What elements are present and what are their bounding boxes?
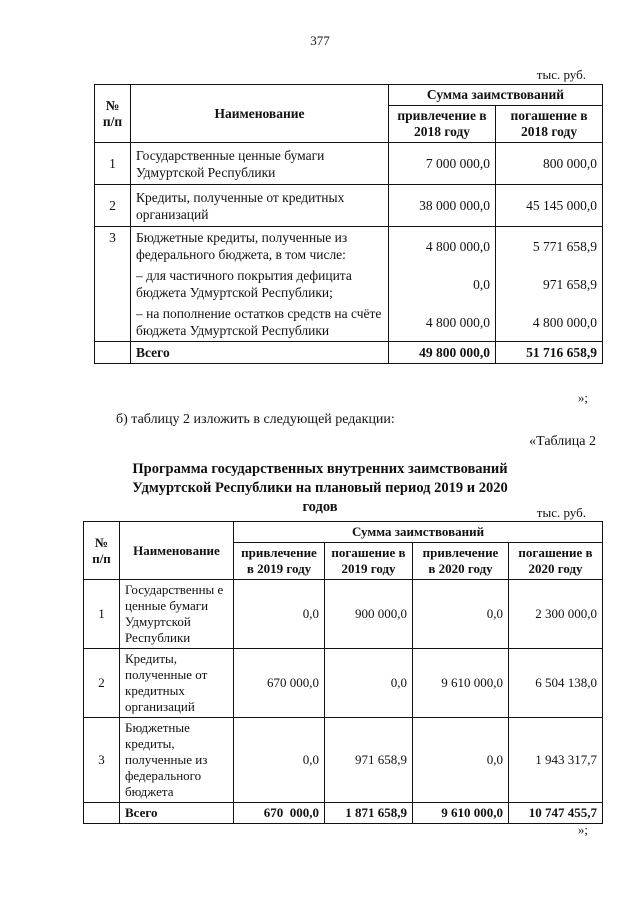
table-row [95, 265, 603, 303]
row-borrow-2019: 670 000,0 [234, 649, 325, 718]
total-label: Всего [120, 803, 234, 824]
table2-unit: тыс. руб. [536, 505, 586, 520]
table-row [84, 649, 603, 718]
table2 [83, 521, 603, 824]
row-name: Кредиты, полученные от кредитных организаций [120, 649, 234, 718]
table-row [84, 580, 603, 649]
table2-reference: «Таблица 2 [529, 434, 596, 449]
table1-header-borrow: привлечение в 2018 году [389, 106, 496, 143]
table2-header-repay-2020: погашение в 2020 году [509, 543, 603, 580]
table2-header-sum: Сумма заимствований [234, 522, 603, 543]
row-num: 2 [84, 649, 120, 718]
total-num [84, 803, 120, 824]
row-repay-2019: 971 658,9 [325, 718, 413, 803]
table1-closing-quote: »; [577, 390, 588, 405]
table-row [95, 303, 603, 342]
row-repay-2020: 2 300 000,0 [509, 580, 603, 649]
row-borrow-2020: 0,0 [413, 718, 509, 803]
row-repay-2019: 900 000,0 [325, 580, 413, 649]
row-borrow-2020: 0,0 [413, 580, 509, 649]
total-borrow-2019: 670 000,0 [234, 803, 325, 824]
row-borrow-2020: 9 610 000,0 [413, 649, 509, 718]
row-name: Государственные ценные бумаги Удмуртской Республики [131, 143, 389, 185]
row-repay: 800 000,0 [496, 143, 603, 185]
table-row [84, 718, 603, 803]
total-num [95, 342, 131, 364]
table1 [94, 84, 603, 364]
row-repay-2019: 0,0 [325, 649, 413, 718]
row-name: – для частичного покрытия дефицита бюджета Удмуртской Республики; [131, 265, 389, 303]
row-num: 3 [95, 227, 131, 342]
table-total-row [84, 803, 603, 824]
row-borrow: 4 800 000,0 [389, 303, 496, 342]
row-num: 1 [95, 143, 131, 185]
row-name: Кредиты, полученные от кредитных организаций [131, 185, 389, 227]
table-row [95, 143, 603, 185]
table-row [95, 227, 603, 266]
table2-title: Программа государственных внутренних заимствований Удмуртской Республики на плановый период 2019 и 2020 годов [132, 461, 508, 515]
table-total-row [95, 342, 603, 364]
row-num: 2 [95, 185, 131, 227]
table1-header-sum: Сумма заимствований [389, 85, 603, 106]
table2-header-num: № п/п [84, 522, 120, 580]
row-name: Бюджетные кредиты, полученные из федерального бюджета [120, 718, 234, 803]
row-borrow-2019: 0,0 [234, 580, 325, 649]
row-borrow: 4 800 000,0 [389, 227, 496, 266]
total-borrow: 49 800 000,0 [389, 342, 496, 364]
table2-closing-quote: »; [577, 822, 588, 837]
total-borrow-2020: 9 610 000,0 [413, 803, 509, 824]
row-repay: 45 145 000,0 [496, 185, 603, 227]
row-repay-2020: 1 943 317,7 [509, 718, 603, 803]
row-num: 1 [84, 580, 120, 649]
table1-header-num: № п/п [95, 85, 131, 143]
total-repay: 51 716 658,9 [496, 342, 603, 364]
table-row [95, 185, 603, 227]
row-borrow: 7 000 000,0 [389, 143, 496, 185]
table1-header-repay: погашение в 2018 году [496, 106, 603, 143]
table2-header-borrow-2019: привлечение в 2019 году [234, 543, 325, 580]
page-number: 377 [310, 33, 330, 48]
table2-header-repay-2019: погашение в 2019 году [325, 543, 413, 580]
row-borrow: 0,0 [389, 265, 496, 303]
row-repay: 5 771 658,9 [496, 227, 603, 266]
total-label: Всего [131, 342, 389, 364]
table2-header-name: Наименование [120, 522, 234, 580]
total-repay-2020: 10 747 455,7 [509, 803, 603, 824]
row-num: 3 [84, 718, 120, 803]
table2-header-borrow-2020: привлечение в 2020 году [413, 543, 509, 580]
row-name: – на пополнение остатков средств на счёте бюджета Удмуртской Республики [131, 303, 389, 342]
row-repay-2020: 6 504 138,0 [509, 649, 603, 718]
row-name: Государственны е ценные бумаги Удмуртской Республики [120, 580, 234, 649]
row-name: Бюджетные кредиты, полученные из федерального бюджета, в том числе: [131, 227, 389, 266]
instruction-text: б) таблицу 2 изложить в следующей редакции: [116, 412, 395, 427]
table1-header-name: Наименование [131, 85, 389, 143]
row-borrow: 38 000 000,0 [389, 185, 496, 227]
total-repay-2019: 1 871 658,9 [325, 803, 413, 824]
row-borrow-2019: 0,0 [234, 718, 325, 803]
row-repay: 971 658,9 [496, 265, 603, 303]
row-repay: 4 800 000,0 [496, 303, 603, 342]
table1-unit: тыс. руб. [536, 67, 586, 82]
